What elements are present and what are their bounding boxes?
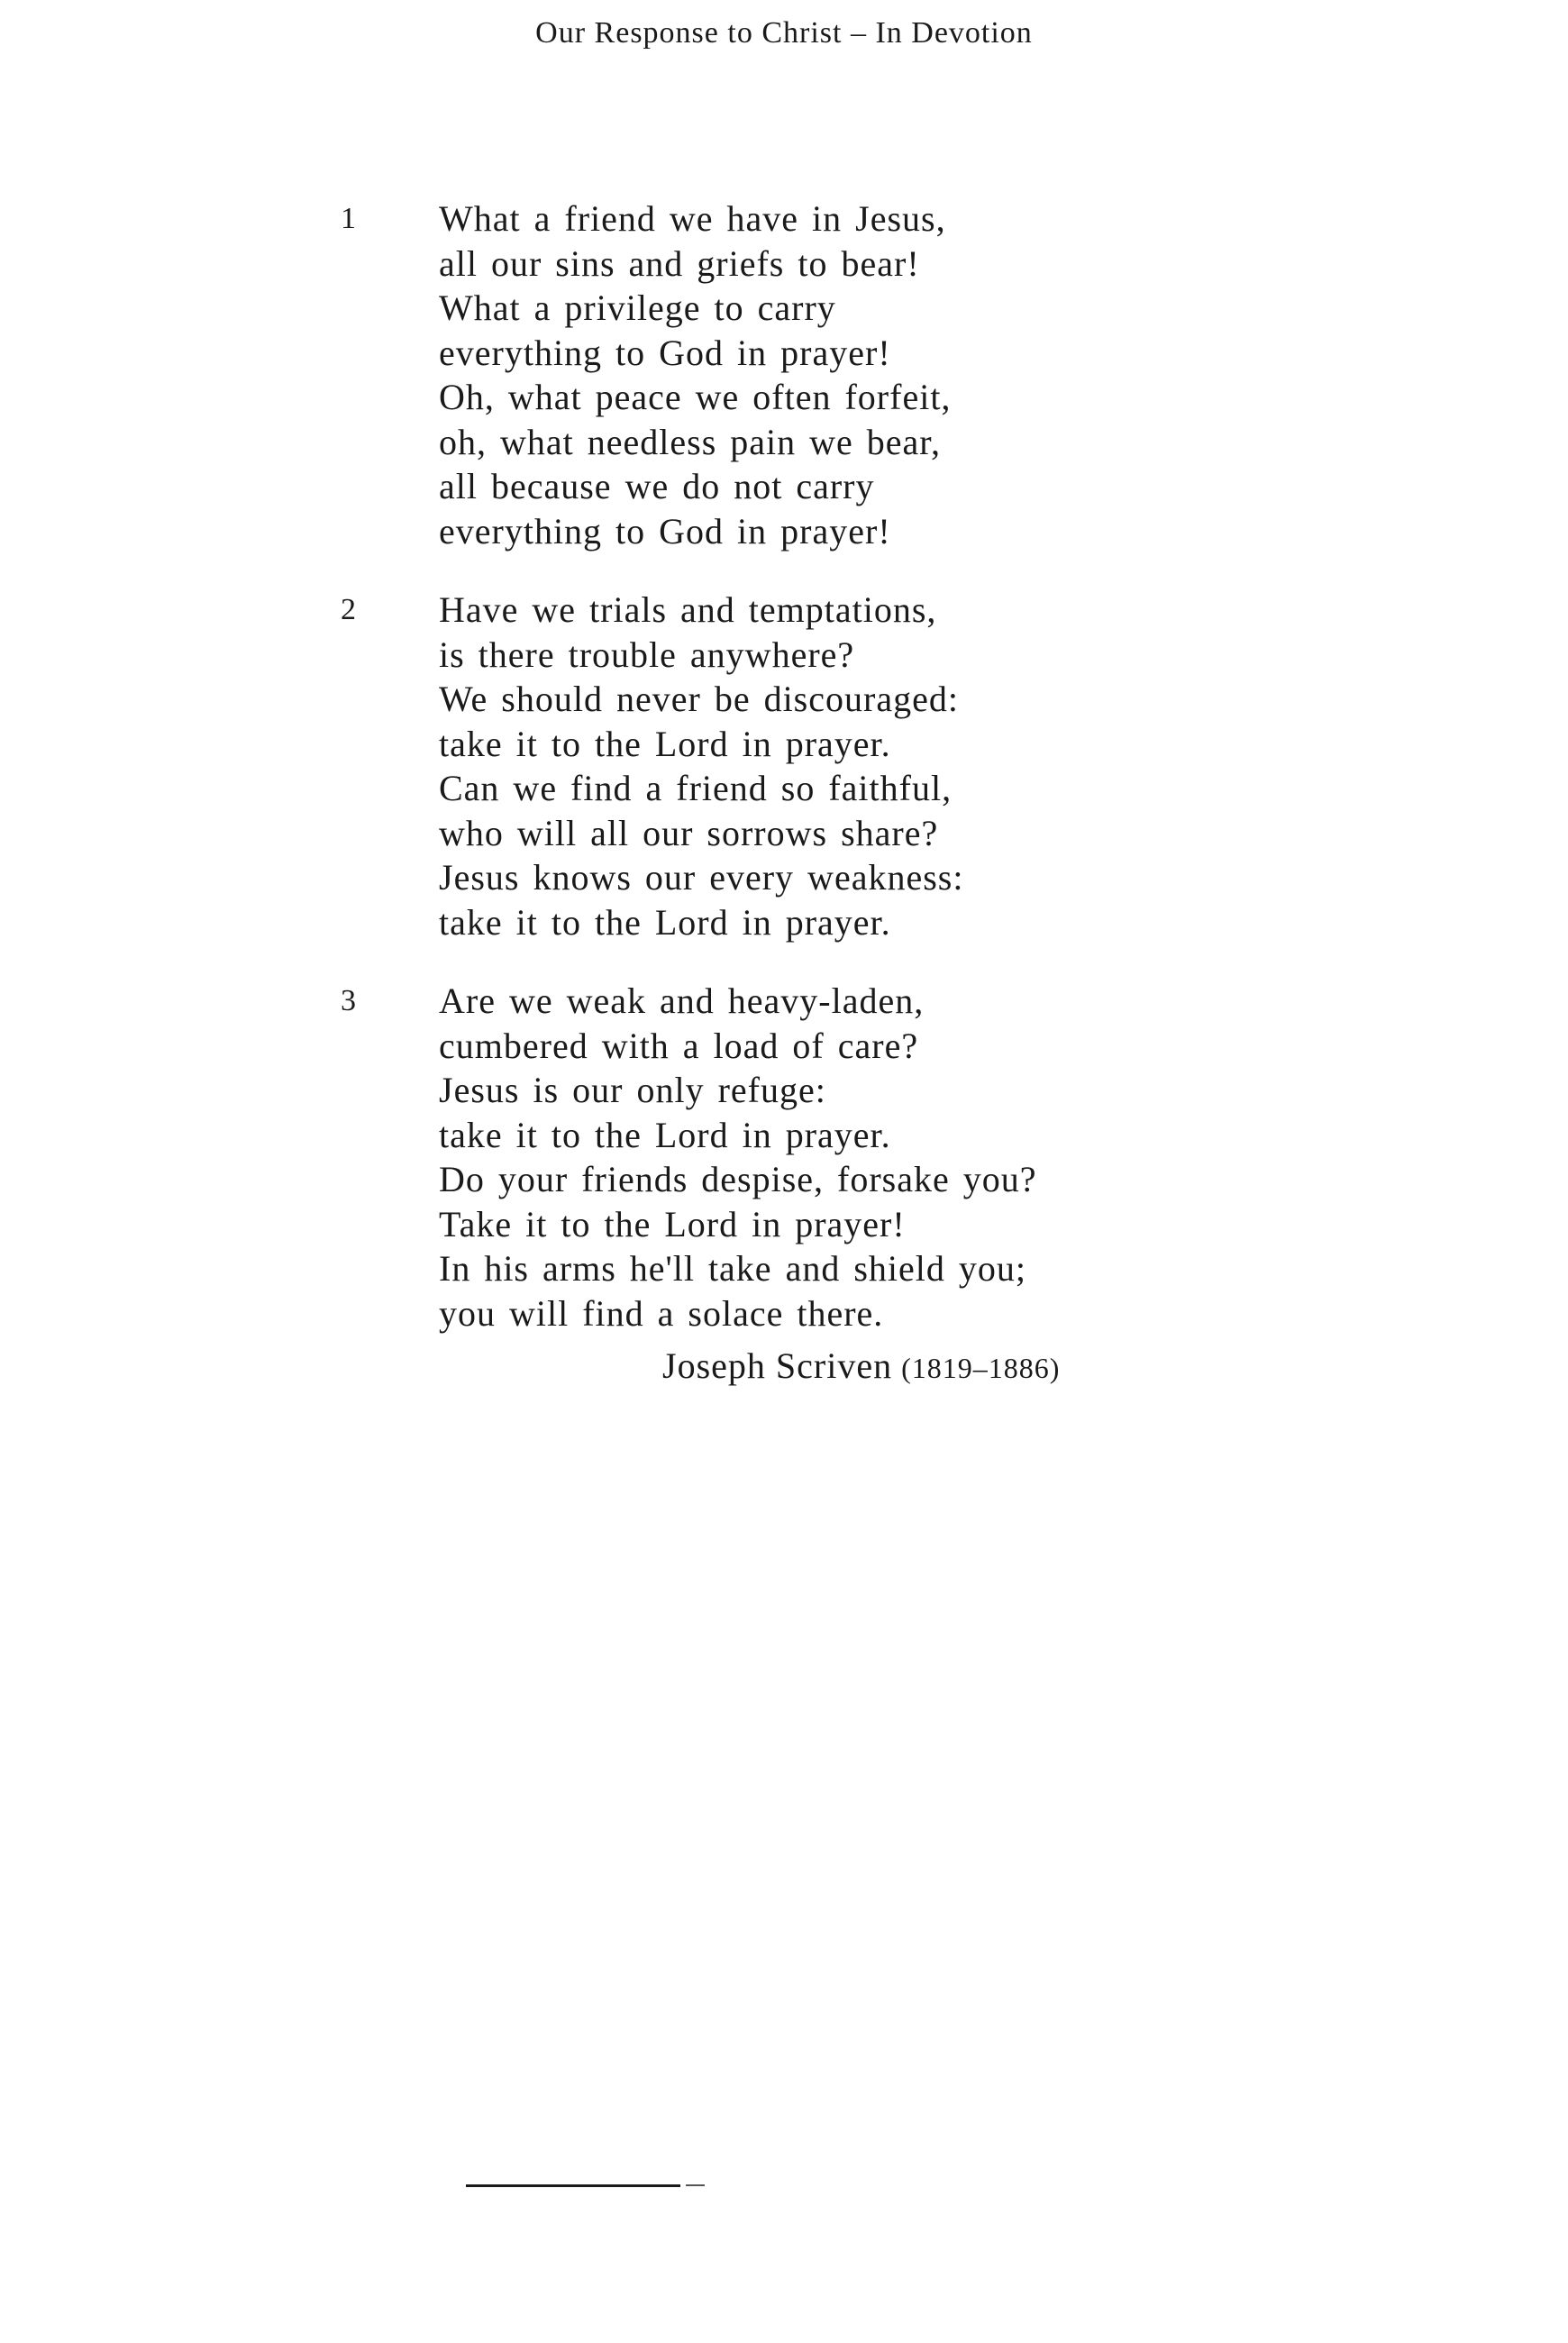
author-name: Joseph Scriven bbox=[662, 1345, 893, 1386]
verse-number: 1 bbox=[341, 202, 356, 235]
verse-line: Have we trials and temptations, bbox=[439, 589, 937, 630]
verse-line: who will all our sorrows share? bbox=[439, 812, 939, 853]
verse-1 bbox=[0, 196, 1568, 553]
verse-line: is there trouble anywhere? bbox=[439, 634, 855, 675]
verse-line: you will find a solace there. bbox=[439, 1292, 884, 1334]
verse-number: 2 bbox=[341, 593, 356, 626]
verse-line: Jesus knows our every weakness: bbox=[439, 857, 964, 898]
attribution bbox=[662, 1345, 1060, 1387]
verse-line: cumbered with a load of care? bbox=[439, 1025, 919, 1066]
verse-line: everything to God in prayer! bbox=[439, 332, 891, 373]
verse-line: Jesus is our only refuge: bbox=[439, 1070, 826, 1110]
footnote-rule-tail bbox=[686, 2184, 705, 2186]
verse-line: Take it to the Lord in prayer! bbox=[439, 1203, 906, 1244]
verse-2 bbox=[0, 588, 1568, 944]
verse-3 bbox=[0, 979, 1568, 1336]
verse-line: take it to the Lord in prayer. bbox=[439, 1114, 891, 1155]
verse-line: Oh, what peace we often forfeit, bbox=[439, 377, 952, 417]
running-head: Our Response to Christ – In Devotion bbox=[535, 16, 1033, 50]
verse-number: 3 bbox=[341, 984, 356, 1017]
verse-line: Can we find a friend so faithful, bbox=[439, 768, 953, 808]
verse-line: take it to the Lord in prayer. bbox=[439, 901, 891, 943]
verse-lines bbox=[439, 588, 1568, 944]
author-dates: (1819–1886) bbox=[901, 1352, 1061, 1384]
verse-line: Are we weak and heavy-laden, bbox=[439, 980, 925, 1021]
verse-line: In his arms he'll take and shield you; bbox=[439, 1248, 1026, 1289]
verse-line: everything to God in prayer! bbox=[439, 510, 891, 552]
footnote-rule-solid bbox=[466, 2184, 680, 2187]
verse-lines bbox=[439, 979, 1568, 1336]
verse-line: oh, what needless pain we bear, bbox=[439, 421, 941, 462]
verse-line: all because we do not carry bbox=[439, 466, 875, 506]
verse-lines bbox=[439, 196, 1568, 553]
verse-line: What a friend we have in Jesus, bbox=[439, 198, 946, 239]
hymn-text bbox=[0, 196, 1568, 1370]
verse-line: all our sins and griefs to bear! bbox=[439, 242, 920, 284]
verse-line: Do your friends despise, forsake you? bbox=[439, 1159, 1037, 1199]
verse-line: take it to the Lord in prayer. bbox=[439, 723, 891, 764]
verse-line: We should never be discouraged: bbox=[439, 679, 959, 719]
verse-line: What a privilege to carry bbox=[439, 287, 836, 328]
footnote-rule bbox=[466, 2184, 705, 2187]
